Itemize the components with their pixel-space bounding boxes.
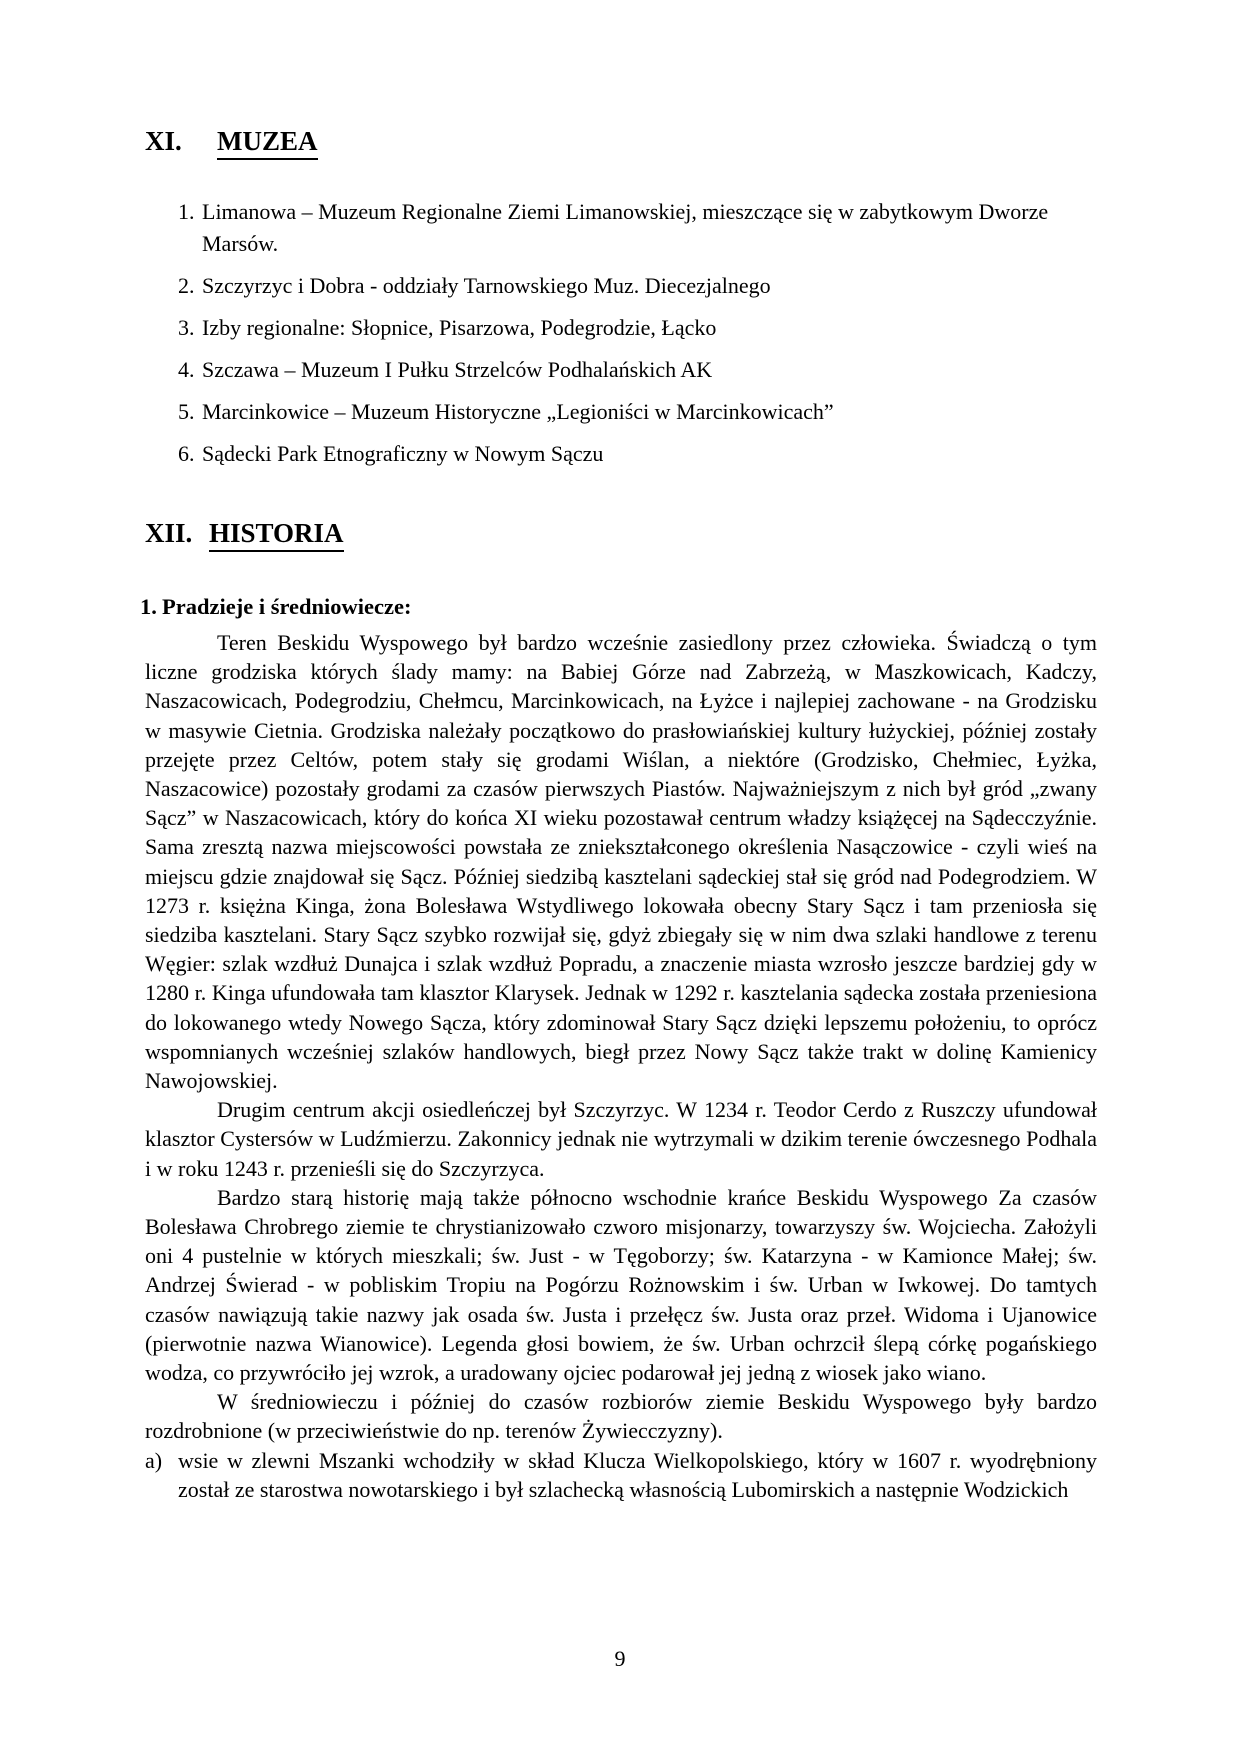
list-item-text: Szczyrzyc i Dobra - oddziały Tarnowskiego Muz. Diecezjalnego xyxy=(202,273,771,298)
list-item-number: 1. xyxy=(178,199,195,224)
alpha-list-marker: a) xyxy=(145,1447,163,1473)
list-item xyxy=(145,354,1097,386)
list-item-text: Szczawa – Muzeum I Pułku Strzelców Podhalańskich AK xyxy=(202,357,713,382)
list-item xyxy=(145,438,1097,470)
subsection-number: 1. xyxy=(140,594,157,619)
list-item xyxy=(145,396,1097,428)
list-item-text: Limanowa – Muzeum Regionalne Ziemi Limanowskiej, mieszczące się w zabytkowym Dworze Marsów. xyxy=(202,199,1049,256)
list-item-number: 4. xyxy=(178,357,195,382)
list-item-text: Sądecki Park Etnograficzny w Nowym Sączu xyxy=(202,441,604,466)
section-heading-muzea xyxy=(145,124,1097,158)
subsection-heading xyxy=(140,592,1097,622)
museum-list xyxy=(145,196,1097,470)
list-item-text: Izby regionalne: Słopnice, Pisarzowa, Podegrodzie, Łącko xyxy=(202,315,717,340)
section-heading-historia xyxy=(145,516,1097,550)
section-numeral-muzea: XI. xyxy=(145,126,182,156)
list-item xyxy=(145,312,1097,344)
page-content xyxy=(140,0,1097,1504)
section-numeral-historia: XII. xyxy=(145,518,193,548)
page-number: 9 xyxy=(614,1646,626,1671)
paragraph: W średniowieczu i później do czasów rozbiorów ziemie Beskidu Wyspowego były bardzo rozdrobnione (w przeciwieństwie do np. terenów Żywiecczyzny). xyxy=(145,1389,1097,1444)
list-item-text: Marcinkowice – Muzeum Historyczne „Legioniści w Marcinkowicach” xyxy=(202,399,834,424)
list-item-number: 5. xyxy=(178,399,195,424)
alpha-list-item xyxy=(145,1446,1097,1504)
list-item-number: 6. xyxy=(178,441,195,466)
section-title-historia: HISTORIA xyxy=(209,518,344,552)
list-item xyxy=(145,270,1097,302)
list-item xyxy=(145,196,1097,260)
alpha-list-text: wsie w zlewni Mszanki wchodziły w skład Klucza Wielkopolskiego, który w 1607 r. wyodrębniony został ze starostwa nowotarskiego i był szlachecką własnością Lubomirskich a następnie Wodzickich xyxy=(178,1447,1097,1502)
list-item-number: 2. xyxy=(178,273,195,298)
list-item-number: 3. xyxy=(178,315,195,340)
paragraph: Drugim centrum akcji osiedleńczej był Szczyrzyc. W 1234 r. Teodor Cerdo z Ruszczy ufundował klasztor Cystersów w Ludźmierzu. Zakonnicy jednak nie wytrzymali w dzikim terenie ówczesnego Podhala i w roku 1243 r. przenieśli się do Szczyrzyca. xyxy=(145,1097,1097,1181)
paragraph: Bardzo starą historię mają także północno wschodnie krańce Beskidu Wyspowego Za czasów Bolesława Chrobrego ziemie te chrystianizowało czworo misjonarzy, towarzyszy św. Wojciecha. Założyli oni 4 pustelnie w których mieszkali; św. Just - w Tęgoborzy; św. Katarzyna - w Kamionce Małej; św. Andrzej Świerad - w pobliskim Tropiu na Pogórzu Rożnowskim i św. Urban w Iwkowej. Do tamtych czasów nawiązują takie nazwy jak osada św. Justa i przełęcz św. Justa oraz przeł. Widoma i Ujanowice (pierwotnie nazwa Wianowice). Legenda głosi bowiem, że św. Urban ochrzcił ślepą córkę pogańskiego wodza, co przywróciło jej wzrok, a uradowany ojciec podarował jej jedną z wiosek jako wiano. xyxy=(145,1184,1097,1386)
section-title-muzea: MUZEA xyxy=(217,126,318,160)
subsection-title: Pradzieje i średniowiecze: xyxy=(162,594,412,619)
paragraph: Teren Beskidu Wyspowego był bardzo wcześnie zasiedlony przez człowieka. Świadczą o tym liczne grodziska których ślady mamy: na Babiej Górze nad Zabrzeżą, w Maszkowicach, Kadczy, Naszacowicach, Podegrodziu, Chełmcu, Marcinkowicach, na Łyżce i najlepiej zachowane - na Grodzisku w masywie Cietnia. Grodziska należały początkowo do prasłowiańskiej kultury łużyckiej, później zostały przejęte przez Celtów, potem stały się grodami Wiślan, a niektóre (Grodzisko, Chełmiec, Łyżka, Naszacowice) pozostały grodami za czasów pierwszych Piastów. Najważniejszym z nich był gród „zwany Sącz” w Naszacowicach, który do końca XI wieku pozostawał centrum władzy książęcej na Sądecczyźnie. Sama zresztą nazwa miejscowości powstała ze zniekształconego określenia Nasączowice - czyli wieś na miejscu gdzie znajdował się Sącz. Później siedzibą kasztelani sądeckiej stał się gród nad Podegrodziem. W 1273 r. księżna Kinga, żona Bolesława Wstydliwego lokowała obecny Stary Sącz i tam przeniosła się siedziba kasztelani. Stary Sącz szybko rozwijał się, gdyż zbiegały się w nim dwa szlaki handlowe z terenu Węgier: szlak wzdłuż Dunajca i szlak wzdłuż Popradu, a znaczenie miasta wzrosło jeszcze bardziej gdy w 1280 r. Kinga ufundowała tam klasztor Klarysek. Jednak w 1292 r. kasztelania sądecka została przeniesiona do lokowanego wtedy Nowego Sącza, który zdominował Stary Sącz dzięki lepszemu położeniu, to oprócz wspomnianych wcześniej szlaków handlowych, biegł przez Nowy Sącz także trakt w dolinę Kamienicy Nawojowskiej. xyxy=(145,630,1097,1094)
